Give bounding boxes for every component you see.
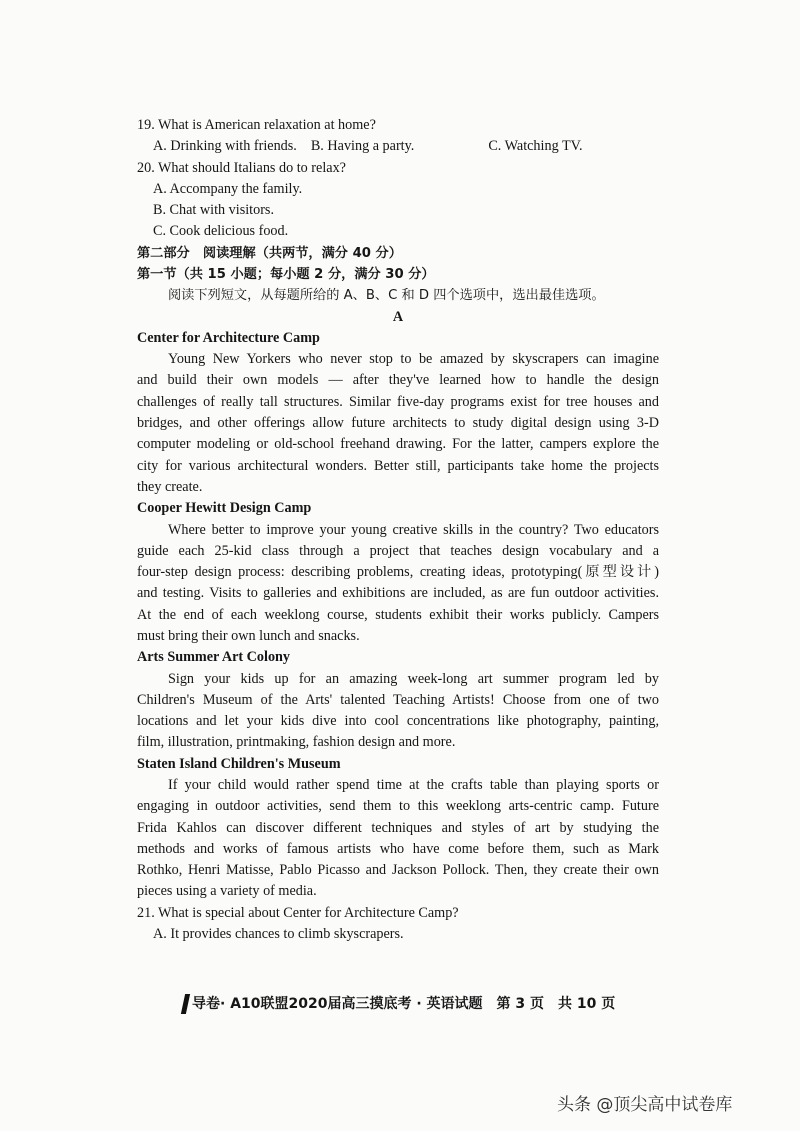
passage-line: engaging in outdoor activities, send them to this weeklong arts-centric camp. Future [137, 798, 659, 815]
passage-line: computer modeling or old-school freehand drawing. For the latter, campers explore the [137, 436, 659, 453]
passage-line: If your child would rather spend time at the crafts table than playing sports or [168, 776, 659, 793]
passage-line: film, illustration, printmaking, fashion design and more. [137, 734, 456, 751]
passage-line: pieces using a variety of media. [137, 883, 317, 900]
passage-heading: Cooper Hewitt Design Camp [137, 500, 312, 517]
passage-line: city for various architectural wonders. Better still, participants take home the projects [137, 457, 659, 474]
passage-line: guide each 25-kid class through a project that teaches design vocabulary and a [137, 542, 659, 559]
passage-line: bridges, and other offerings allow future architects to study digital design using 3-D [137, 415, 659, 432]
question-19-option-a: A. Drinking with friends. [153, 138, 297, 155]
question-19-options [153, 136, 597, 157]
passage-line: four-step design process: describing problems, creating ideas, prototyping(原型设计) [137, 564, 659, 581]
passage-line: challenges of really tall structures. Similar five-day programs exist for tree houses and [137, 393, 659, 410]
question-20-option-a: A. Accompany the family. [153, 180, 303, 197]
brand-logo-mark [181, 994, 190, 1014]
passage-line: and build their own models — after they've learned how to handle the design [137, 372, 659, 389]
question-21-option-a: A. It provides chances to climb skyscrapers. [153, 926, 404, 943]
question-20-option-b: B. Chat with visitors. [153, 202, 274, 219]
passage-line: Rothko, Henri Matisse, Pablo Picasso and Jackson Pollock. Then, they create their own [137, 862, 659, 879]
passage-line: Frida Kahlos can discover different techniques and styles of art by studying the [137, 819, 659, 836]
passage-line: locations and let your kids dive into cool concentrations like photography, painting, [137, 713, 659, 730]
passage-line: Children's Museum of the Arts' talented Teaching Artists! Choose from one of two [137, 691, 659, 708]
question-21-stem: 21. What is special about Center for Architecture Camp? [137, 904, 459, 921]
question-20-stem: 20. What should Italians do to relax? [137, 159, 346, 176]
passage-label: A [392, 308, 404, 325]
question-19-stem: 19. What is American relaxation at home? [137, 117, 376, 133]
passage-line: Where better to improve your young creative skills in the country? Two educators [168, 521, 659, 538]
passage-heading: Center for Architecture Camp [137, 329, 320, 346]
question-20-option-c: C. Cook delicious food. [153, 223, 289, 240]
question-19-option-c: C. Watching TV. [488, 138, 583, 155]
section-sub-title: 第一节（共 15 小题；每小题 2 分，满分 30 分） [137, 267, 435, 283]
passage-line: they create. [137, 478, 203, 495]
passage-line: must bring their own lunch and snacks. [137, 627, 360, 644]
passage-line: and testing. Visits to galleries and exhibitions are included, as are fun outdoor activities. [137, 585, 659, 602]
section-part-title: 第二部分 阅读理解（共两节，满分 40 分） [137, 245, 402, 261]
passage-heading: Arts Summer Art Colony [137, 649, 291, 666]
brand-name: 导卷 [192, 996, 220, 1012]
passage-line: Young New Yorkers who never stop to be amazed by skyscrapers can imagine [168, 351, 659, 368]
passage-line: At the end of each weeklong course, students exhibit their works publicly. Campers [137, 606, 659, 623]
section-instruction: 阅读下列短文，从每题所给的 A、B、C 和 D 四个选项中，选出最佳选项。 [168, 288, 605, 304]
watermark: 头条 @顶尖高中试卷库 [557, 1095, 733, 1115]
question-19-option-b: B. Having a party. [310, 138, 415, 155]
passage-heading: Staten Island Children's Museum [137, 755, 341, 772]
passage-line: methods and works of famous artists who have come before them, such as Mark [137, 840, 659, 857]
page-footer [183, 993, 615, 1014]
footer-text: · A10联盟2020届高三摸底考 · 英语试题 第 3 页 共 10 页 [220, 996, 616, 1012]
passage-line: Sign your kids up for an amazing week-long art summer program led by [168, 670, 659, 687]
